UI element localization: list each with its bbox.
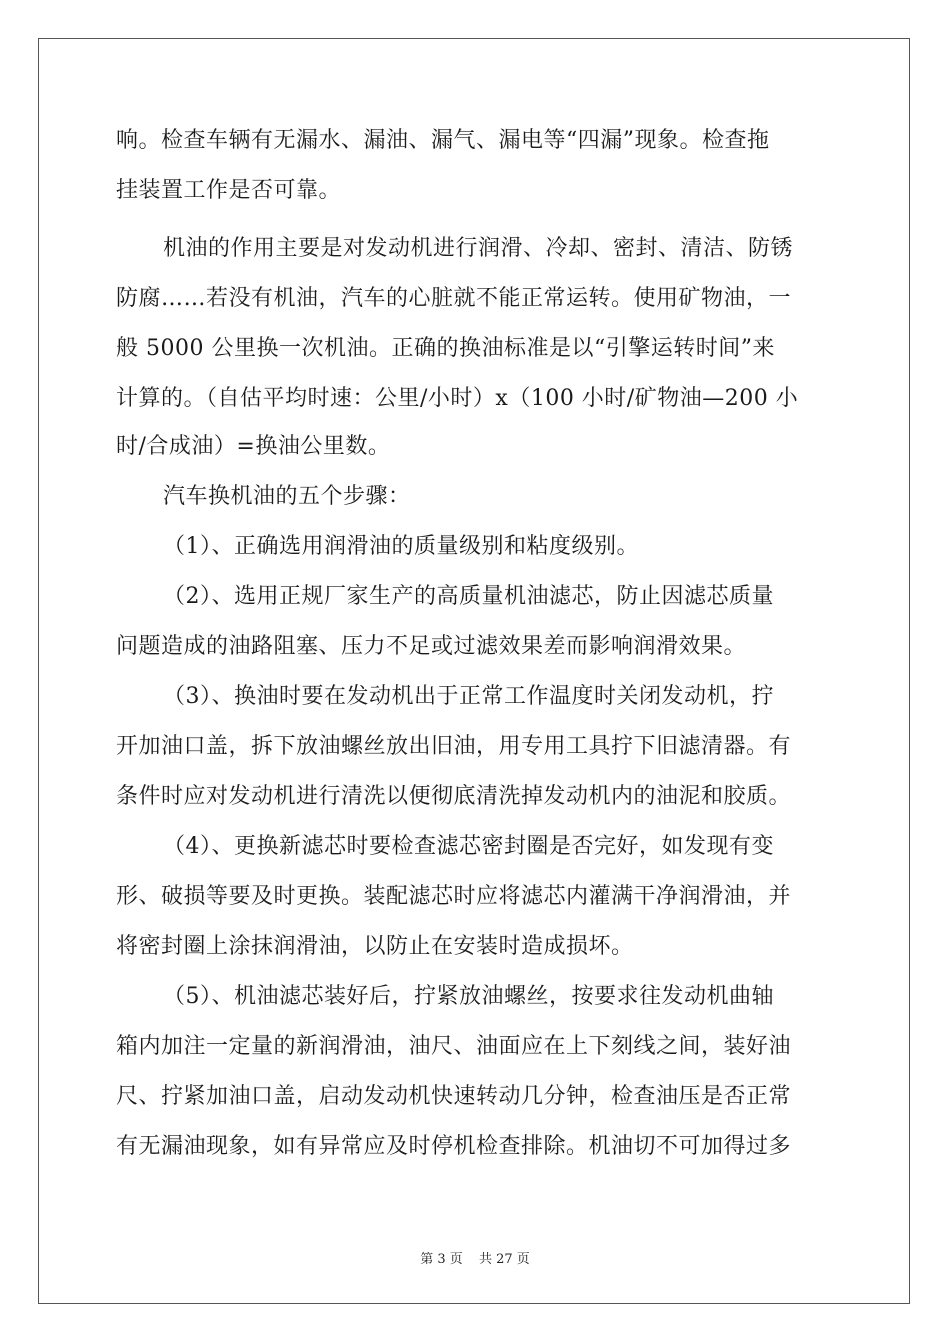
page-total: 共 27 页 <box>478 1252 530 1267</box>
text-line: 汽车换机油的五个步骤： <box>163 484 411 509</box>
page-number: 第 3 页 <box>420 1252 463 1267</box>
text-line: 形、破损等要及时更换。装配滤芯时应将滤芯内灌满干净润滑油，并 <box>116 884 792 909</box>
text-line: （1）、正确选用润滑油的质量级别和粘度级别。 <box>163 534 639 559</box>
page-footer <box>0 1248 950 1267</box>
text-line: 计算的。（自估平均时速：公里/小时）x（100 小时/矿物油—200 小 <box>116 386 799 411</box>
text-line: （2）、选用正规厂家生产的高质量机油滤芯，防止因滤芯质量 <box>163 584 774 609</box>
text-line: 条件时应对发动机进行清洗以便彻底清洗掉发动机内的油泥和胶质。 <box>116 784 792 809</box>
text-line: 挂装置工作是否可靠。 <box>116 178 342 203</box>
text-line: 有无漏油现象，如有异常应及时停机检查排除。机油切不可加得过多 <box>116 1134 792 1159</box>
text-line: 机油的作用主要是对发动机进行润滑、冷却、密封、清洁、防锈 <box>163 236 794 261</box>
text-line: 时/合成油）=换油公里数。 <box>116 434 391 459</box>
text-line: 响。检查车辆有无漏水、漏油、漏气、漏电等“四漏”现象。检查拖 <box>116 128 770 153</box>
text-line: 般 5000 公里换一次机油。正确的换油标准是以“引擎运转时间”来 <box>116 336 775 361</box>
text-line: （3）、换油时要在发动机出于正常工作温度时关闭发动机，拧 <box>163 684 774 709</box>
text-line: （5）、机油滤芯装好后，拧紧放油螺丝，按要求往发动机曲轴 <box>163 984 774 1009</box>
text-line: 尺、拧紧加油口盖，启动发动机快速转动几分钟，检查油压是否正常 <box>116 1084 792 1109</box>
page-border <box>38 38 910 1304</box>
text-line: 问题造成的油路阻塞、压力不足或过滤效果差而影响润滑效果。 <box>116 634 747 659</box>
text-line: （4）、更换新滤芯时要检查滤芯密封圈是否完好，如发现有变 <box>163 834 774 859</box>
text-line: 箱内加注一定量的新润滑油，油尺、油面应在上下刻线之间，装好油 <box>116 1034 792 1059</box>
text-line: 将密封圈上涂抹润滑油，以防止在安装时造成损坏。 <box>116 934 634 959</box>
text-line: 开加油口盖，拆下放油螺丝放出旧油，用专用工具拧下旧滤清器。有 <box>116 734 792 759</box>
text-line: 防腐……若没有机油，汽车的心脏就不能正常运转。使用矿物油，一 <box>116 286 792 311</box>
